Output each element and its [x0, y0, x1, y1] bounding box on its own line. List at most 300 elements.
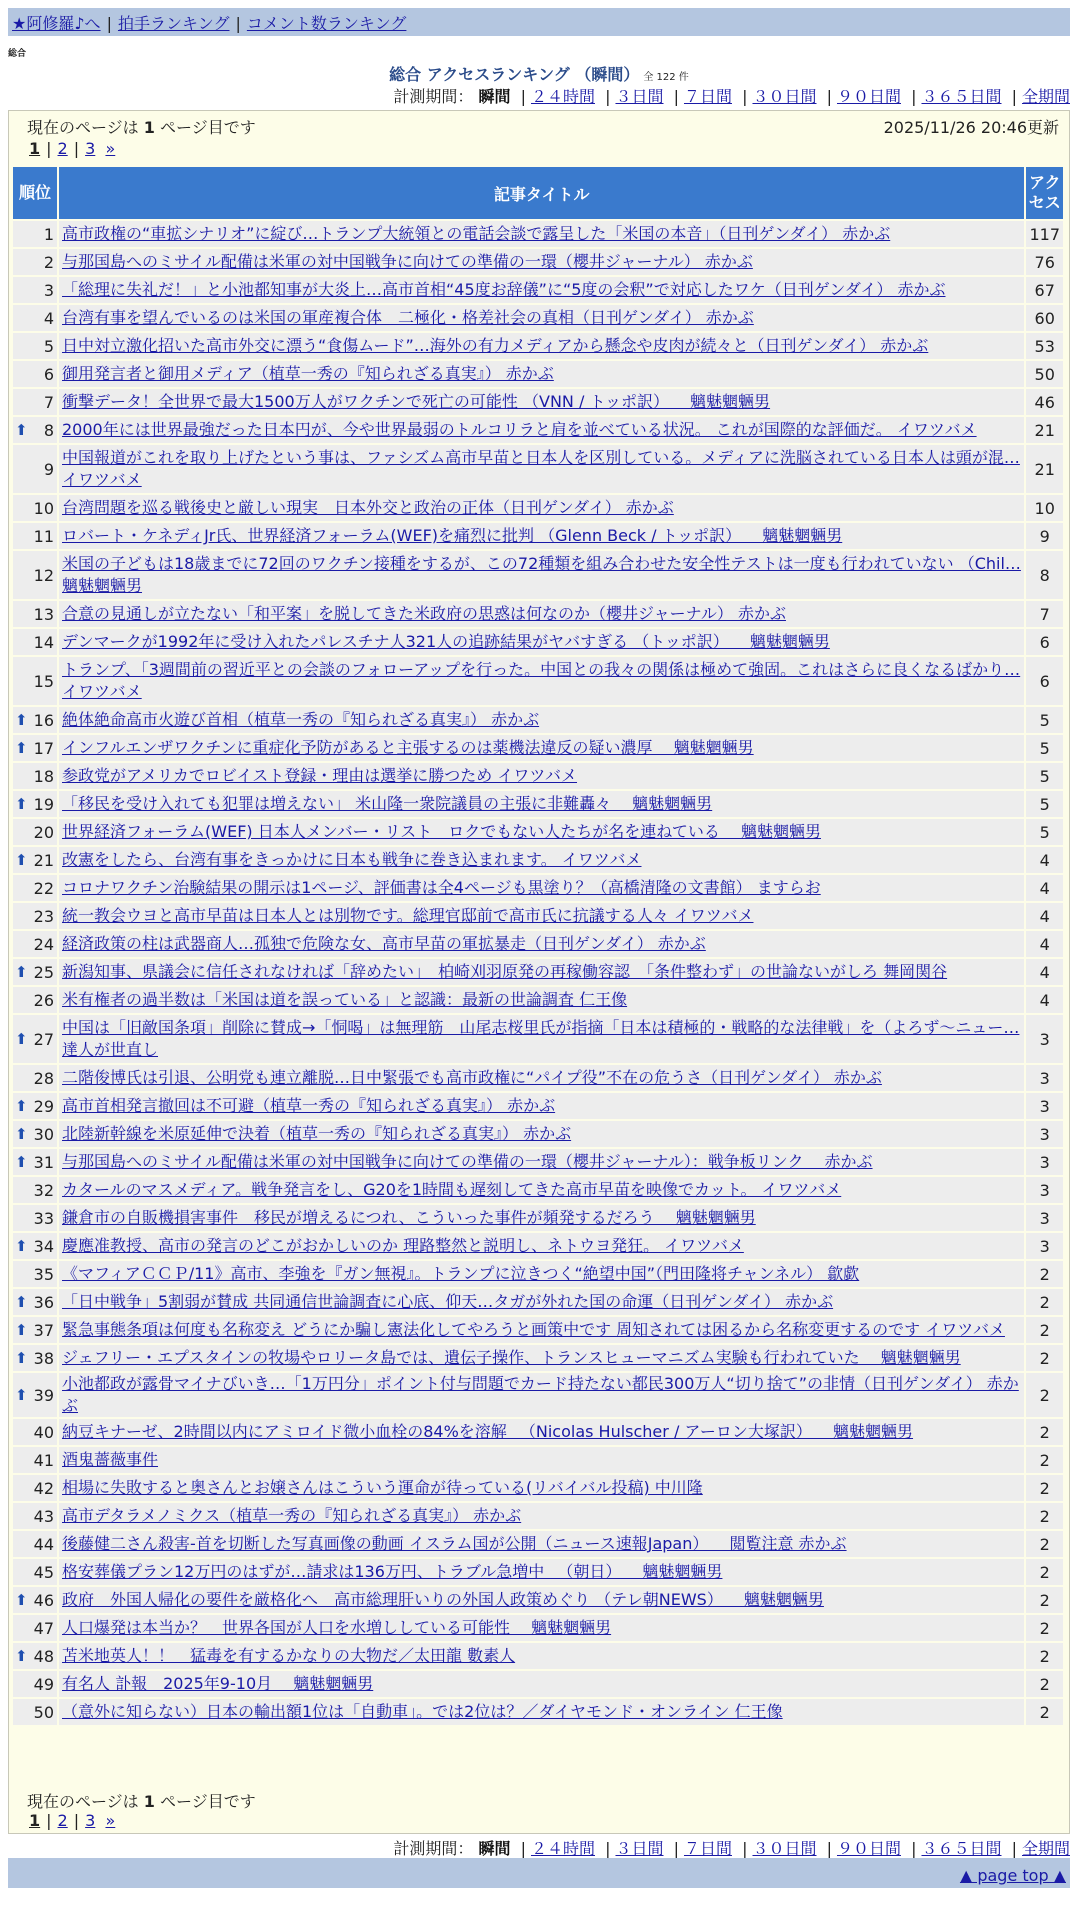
- rank-number: 46: [33, 1590, 54, 1610]
- ranking-row: [13, 277, 1063, 303]
- article-title-link[interactable]: 絶体絶命高市火遊び首相（植草一秀の『知られざる真実』） 赤かぶ: [62, 710, 540, 729]
- rank-up-arrow-icon: ⬆: [15, 1236, 28, 1255]
- article-title-link[interactable]: 高市デタラメノミクス（植草一秀の『知られざる真実』） 赤かぶ: [62, 1506, 522, 1525]
- ranking-row: [13, 1503, 1063, 1529]
- title-cell: [59, 1671, 1024, 1697]
- article-title-link[interactable]: 「日中戦争」5割弱が賛成 共同通信世論調査に心底、仰天…タガが外れた国の命運（日刊ゲンダイ） 赤かぶ: [62, 1292, 834, 1311]
- pager-link[interactable]: 2: [57, 1811, 68, 1830]
- rank-number: 1: [43, 224, 54, 244]
- title-cell: [59, 305, 1024, 331]
- article-title-link[interactable]: 鎌倉市の自販機損害事件 移民が増えるにつれ、こういった事件が頻発するだろう 魑魅魍魎男: [62, 1208, 756, 1227]
- ranking-row: [13, 1015, 1063, 1063]
- rank-number: 18: [33, 766, 54, 786]
- article-title-link[interactable]: 世界経済フォーラム(WEF) 日本人メンバー・リスト ロクでもない人たちが名を連ねている 魑魅魍魎男: [62, 822, 821, 841]
- access-count: 50: [1026, 361, 1063, 387]
- title-cell: [59, 551, 1024, 599]
- page-info: [27, 115, 256, 138]
- article-title-link[interactable]: 日中対立激化招いた高市外交に漂う“食傷ムード”…海外の有力メディアから懸念や皮肉が続々と（日刊ゲンダイ） 赤かぶ: [62, 336, 929, 355]
- rank-cell: [13, 1093, 57, 1119]
- access-count: 5: [1026, 791, 1063, 817]
- rank-number: 5: [43, 336, 54, 356]
- article-author-link[interactable]: イワツバメ: [62, 682, 142, 701]
- rank-number: 31: [33, 1152, 54, 1172]
- title-cell: [59, 959, 1024, 985]
- article-title-link[interactable]: デンマークが1992年に受け入れたパレスチナ人321人の追跡結果がヤバすぎる （トッポ訳） 魑魅魍魎男: [62, 632, 830, 651]
- title-cell: [59, 1587, 1024, 1613]
- title-cell: [59, 1373, 1024, 1417]
- article-title-link[interactable]: カタールのマスメディア。戦争発言をし、G20を1時間も遅刻してきた高市早苗を映像でカット。 イワツバメ: [62, 1180, 842, 1199]
- title-cell: [59, 1475, 1024, 1501]
- title-cell: [59, 1531, 1024, 1557]
- nav-clap-ranking-link[interactable]: 拍手ランキング: [117, 14, 230, 33]
- rank-number: 47: [33, 1618, 54, 1638]
- access-count: 10: [1026, 495, 1063, 521]
- ranking-row: [13, 1643, 1063, 1669]
- article-title-link[interactable]: 中国報道がこれを取り上げたという事は、ファシズム高市早苗と日本人を区別している。メディアに洗脳されている日本人は頭が混…: [62, 448, 1020, 467]
- header-title: 記事タイトル: [59, 167, 1024, 219]
- title-cell: [59, 657, 1024, 705]
- rank-number: 26: [33, 990, 54, 1010]
- rank-up-arrow-icon: ⬆: [15, 962, 28, 981]
- period-link[interactable]: ３０日間: [752, 87, 817, 106]
- nav-home-link[interactable]: ★阿修羅♪へ: [12, 14, 101, 33]
- page-info-number: 1: [143, 1792, 155, 1811]
- access-count: 4: [1026, 931, 1063, 957]
- rank-cell: [13, 551, 57, 599]
- article-title-link[interactable]: 「総理に失礼だ！」と小池都知事が大炎上…高市首相“45度お辞儀”に“5度の会釈”で対応したワケ（日刊ゲンダイ） 赤かぶ: [62, 280, 946, 299]
- period-current: 瞬間: [478, 1839, 511, 1858]
- page-info-suffix: ページ目です: [160, 1792, 256, 1811]
- category-label: 総合: [8, 49, 27, 59]
- access-count: 2: [1026, 1373, 1063, 1417]
- ranking-row: [13, 305, 1063, 331]
- title-cell: [59, 1615, 1024, 1641]
- period-link[interactable]: ７日間: [683, 87, 732, 106]
- article-title-link[interactable]: 相場に失敗すると奥さんとお嬢さんはこういう運命が待っている(リバイバル投稿) 中川隆: [62, 1478, 703, 1497]
- period-link[interactable]: ７日間: [683, 1839, 732, 1858]
- rank-cell: [13, 249, 57, 275]
- rank-number: 37: [33, 1320, 54, 1340]
- article-title-link[interactable]: 酒鬼薔薇事件: [62, 1450, 159, 1469]
- rank-cell: [13, 1419, 57, 1445]
- period-link[interactable]: ３０日間: [752, 1839, 817, 1858]
- title-cell: [59, 987, 1024, 1013]
- rank-up-arrow-icon: ⬆: [15, 1124, 28, 1143]
- rank-cell: [13, 1317, 57, 1343]
- article-title-link[interactable]: 改憲をしたら、台湾有事をきっかけに日本も戦争に巻き込まれます。 イワツバメ: [62, 850, 642, 869]
- title-cell: [59, 1345, 1024, 1371]
- access-count: 6: [1026, 657, 1063, 705]
- title-cell: [59, 1289, 1024, 1315]
- article-title-link[interactable]: コロナワクチン治験結果の開示は1ページ、評価書は全4ページも黒塗り？（高橋清隆の文書館） ますらお: [62, 878, 821, 897]
- article-title-link[interactable]: 統一教会ウヨと高市早苗は日本人とは別物です。総理官邸前で高市氏に抗議する人々 イワツバメ: [62, 906, 754, 925]
- access-count: 7: [1026, 601, 1063, 627]
- period-link[interactable]: 全期間: [1021, 87, 1070, 106]
- access-count: 5: [1026, 735, 1063, 761]
- article-title-link[interactable]: 政府 外国人帰化の要件を厳格化へ 高市総理肝いりの外国人政策めぐり （テレ朝NEWS） 魑魅魍魎男: [62, 1590, 824, 1609]
- rank-cell: [13, 495, 57, 521]
- ranking-row: [13, 1233, 1063, 1259]
- article-title-link[interactable]: 高市政権の“車拡シナリオ”に綻び…トランプ大統領との電話会談で露呈した「米国の本音」（日刊ゲンダイ） 赤かぶ: [62, 224, 891, 243]
- rank-up-arrow-icon: ⬆: [15, 850, 28, 869]
- article-author-link[interactable]: 達人が世直し: [62, 1040, 159, 1059]
- rank-number: 25: [33, 962, 54, 982]
- article-title-link[interactable]: 米有権者の過半数は「米国は道を誤っている」と認識：最新の世論調査 仁王像: [62, 990, 628, 1009]
- article-title-link[interactable]: 緊急事態条項は何度も名称変え どうにか騙し憲法化してやろうと画策中です 周知されては困るから名称変更するのです イワツバメ: [62, 1320, 1005, 1339]
- rank-up-arrow-icon: ⬆: [15, 1646, 28, 1665]
- article-title-link[interactable]: 与那国島へのミサイル配備は米軍の対中国戦争に向けての準備の一環（櫻井ジャーナル）：戦争板リンク 赤かぶ: [62, 1152, 873, 1171]
- rank-number: 45: [33, 1562, 54, 1582]
- title-cell: [59, 361, 1024, 387]
- title-cell: [59, 763, 1024, 789]
- ranking-row: [13, 875, 1063, 901]
- ranking-row: [13, 763, 1063, 789]
- access-count: 3: [1026, 1015, 1063, 1063]
- top-nav-bar: [8, 8, 1070, 36]
- rank-number: 6: [43, 364, 54, 384]
- page-info-prefix: 現在のページは: [27, 118, 139, 137]
- access-count: 2: [1026, 1261, 1063, 1287]
- pager-link[interactable]: 3: [85, 1811, 96, 1830]
- title-cell: [59, 847, 1024, 873]
- access-count: 117: [1026, 221, 1063, 247]
- rank-cell: [13, 417, 57, 443]
- ranking-row: [13, 417, 1063, 443]
- article-title-link[interactable]: 人口爆発は本当か？ 世界各国が人口を水増ししている可能性 魑魅魍魎男: [62, 1618, 612, 1637]
- article-title-link[interactable]: 合意の見通しが立たない「和平案」を脱してきた米政府の思惑は何なのか（櫻井ジャーナル） 赤かぶ: [62, 604, 786, 623]
- access-count: 4: [1026, 847, 1063, 873]
- rank-number: 42: [33, 1478, 54, 1498]
- title-cell: [59, 1317, 1024, 1343]
- period-link[interactable]: ３６５日間: [921, 1839, 1002, 1858]
- rank-number: 24: [33, 934, 54, 954]
- access-count: 2: [1026, 1615, 1063, 1641]
- rank-number: 2: [43, 252, 54, 272]
- rank-cell: [13, 601, 57, 627]
- article-title-link[interactable]: 格安葬儀プラン12万円のはずが…請求は136万円、トラブル急増中 （朝日） 魑魅魍魎男: [62, 1562, 723, 1581]
- access-count: 2: [1026, 1289, 1063, 1315]
- rank-cell: [13, 1503, 57, 1529]
- rank-cell: [13, 1345, 57, 1371]
- title-cell: [59, 903, 1024, 929]
- rank-number: 9: [43, 459, 54, 479]
- nav-separator: |: [106, 14, 112, 33]
- ranking-row: [13, 495, 1063, 521]
- ranking-row: [13, 903, 1063, 929]
- rank-cell: [13, 445, 57, 493]
- rank-cell: [13, 791, 57, 817]
- rank-up-arrow-icon: ⬆: [15, 1152, 28, 1171]
- article-title-link[interactable]: 中国は「旧敵国条項」削除に賛成→「恫喝」は無理筋 山尾志桜里氏が指摘「日本は積極的・戦略的な法律戦」を（よろず～ニュー…: [62, 1018, 1020, 1037]
- title-cell: [59, 601, 1024, 627]
- rank-cell: [13, 1643, 57, 1669]
- title-cell: [59, 1177, 1024, 1203]
- access-count: 4: [1026, 903, 1063, 929]
- rank-cell: [13, 763, 57, 789]
- ranking-row: [13, 657, 1063, 705]
- rank-number: 33: [33, 1208, 54, 1228]
- article-title-link[interactable]: 後藤健二さん殺害-首を切断した写真画像の動画 イスラム国が公開（ニュース速報Japan） 閲覧注意 赤かぶ: [62, 1534, 847, 1553]
- access-count: 4: [1026, 875, 1063, 901]
- period-label: 計測期間：: [393, 87, 474, 106]
- title-cell: [59, 1503, 1024, 1529]
- rank-cell: [13, 819, 57, 845]
- article-title-link[interactable]: インフルエンザワクチンに重症化予防があると主張するのは薬機法違反の疑い濃厚 魑魅魍魎男: [62, 738, 754, 757]
- ranking-panel: [8, 110, 1070, 1834]
- ranking-row: [13, 1699, 1063, 1725]
- access-count: 5: [1026, 763, 1063, 789]
- page-top-link[interactable]: ▲ page top ▲: [959, 1866, 1066, 1885]
- article-title-link[interactable]: 衝撃データ！全世界で最大1500万人がワクチンで死亡の可能性 （VNN / トッポ訳） 魑魅魍魎男: [62, 392, 771, 411]
- rank-number: 50: [33, 1702, 54, 1722]
- rank-number: 16: [33, 710, 54, 730]
- article-title-link[interactable]: ロバート・ケネディJr氏、世界経済フォーラム(WEF)を痛烈に批判 （Glenn Beck / トッポ訳） 魑魅魍魎男: [62, 526, 843, 545]
- rank-cell: [13, 1531, 57, 1557]
- rank-number: 3: [43, 280, 54, 300]
- page-info-number: 1: [143, 118, 155, 137]
- period-link[interactable]: ３６５日間: [921, 87, 1002, 106]
- rank-cell: [13, 657, 57, 705]
- title-cell: [59, 875, 1024, 901]
- title-cell: [59, 1093, 1024, 1119]
- article-title-link[interactable]: 「移民を受け入れても犯罪は増えない」 米山隆一衆院議員の主張に非難轟々 魑魅魍魎男: [62, 794, 713, 813]
- title-cell: [59, 819, 1024, 845]
- rank-cell: [13, 1233, 57, 1259]
- access-count: 3: [1026, 1233, 1063, 1259]
- article-title-link[interactable]: 納豆キナーゼ、2時間以内にアミロイド微小血栓の84%を溶解 （Nicolas Hulscher / アーロン大塚訳） 魑魅魍魎男: [62, 1422, 914, 1441]
- ranking-row: [13, 221, 1063, 247]
- rank-number: 13: [33, 604, 54, 624]
- ranking-row: [13, 735, 1063, 761]
- title-cell: [59, 333, 1024, 359]
- access-count: 2: [1026, 1671, 1063, 1697]
- period-selector-bottom: 計測期間： 瞬間 | ２４時間 | ３日間 | ７日間 | ３０日間 | ９０日間 | ３６５日間 | 全期間: [393, 1839, 1070, 1858]
- rank-cell: [13, 1015, 57, 1063]
- period-link[interactable]: ２４時間: [530, 1839, 595, 1858]
- nav-comment-ranking-link[interactable]: コメント数ランキング: [246, 14, 407, 33]
- rank-number: 28: [33, 1068, 54, 1088]
- title-cell: [59, 791, 1024, 817]
- rank-cell: [13, 1149, 57, 1175]
- access-count: 3: [1026, 1205, 1063, 1231]
- title-cell: [59, 249, 1024, 275]
- ranking-row: [13, 389, 1063, 415]
- access-count: 5: [1026, 819, 1063, 845]
- rank-number: 20: [33, 822, 54, 842]
- period-link[interactable]: ３日間: [615, 1839, 664, 1858]
- rank-up-arrow-icon: ⬆: [15, 1292, 28, 1311]
- access-count: 3: [1026, 1093, 1063, 1119]
- access-count: 76: [1026, 249, 1063, 275]
- ranking-row: [13, 361, 1063, 387]
- ranking-row: [13, 1205, 1063, 1231]
- access-count: 8: [1026, 551, 1063, 599]
- ranking-row: [13, 1345, 1063, 1371]
- article-title-link[interactable]: 小池都政が露骨マイナびいき…「1万円分」ポイント付与問題でカード持たない都民300万人“切り捨て”の非情（日刊ゲンダイ） 赤かぶ: [62, 1374, 1019, 1415]
- rank-number: 38: [33, 1348, 54, 1368]
- access-count: 3: [1026, 1065, 1063, 1091]
- ranking-row: [13, 707, 1063, 733]
- page-title: [0, 62, 1078, 85]
- pager-link[interactable]: 3: [85, 139, 96, 158]
- rank-cell: [13, 707, 57, 733]
- title-cell: [59, 445, 1024, 493]
- article-title-link[interactable]: （意外に知らない）日本の輸出額1位は「自動車」。では2位は？／ダイヤモンド・オンライン 仁王像: [62, 1702, 783, 1721]
- article-title-link[interactable]: ジェフリー・エプスタインの牧場やロリータ島では、遺伝子操作、トランスヒューマニズム実験も行われていた 魑魅魍魎男: [62, 1348, 961, 1367]
- article-author-link[interactable]: イワツバメ: [62, 470, 142, 489]
- article-title-link[interactable]: 参政党がアメリカでロビイスト登録・理由は選挙に勝つため イワツバメ: [62, 766, 578, 785]
- period-link[interactable]: 全期間: [1021, 1839, 1070, 1858]
- rank-number: 10: [33, 498, 54, 518]
- ranking-row: [13, 1419, 1063, 1445]
- article-title-link[interactable]: 台湾問題を巡る戦後史と厳しい現実 日本外交と政治の正体（日刊ゲンダイ） 赤かぶ: [62, 498, 674, 517]
- rank-number: 27: [33, 1029, 54, 1049]
- period-selector-top: 計測期間： 瞬間 | ２４時間 | ３日間 | ７日間 | ３０日間 | ９０日間 | ３６５日間 | 全期間: [393, 87, 1070, 106]
- rank-cell: [13, 389, 57, 415]
- rank-cell: [13, 1065, 57, 1091]
- rank-number: 36: [33, 1292, 54, 1312]
- pager-current: 1: [29, 1811, 41, 1830]
- title-cell: [59, 1121, 1024, 1147]
- title-cell: [59, 523, 1024, 549]
- period-link[interactable]: ２４時間: [530, 87, 595, 106]
- rank-cell: [13, 305, 57, 331]
- rank-cell: [13, 1373, 57, 1417]
- article-title-link[interactable]: 慶應准教授、高市の発言のどこがおかしいのか 理路整然と説明し、ネトウヨ発狂。 イワツバメ: [62, 1236, 744, 1255]
- header-access: アクセス: [1026, 167, 1063, 219]
- rank-cell: [13, 1205, 57, 1231]
- pager-current: 1: [29, 139, 41, 158]
- access-count: 2: [1026, 1643, 1063, 1669]
- title-cell: [59, 1447, 1024, 1473]
- ranking-row: [13, 819, 1063, 845]
- ranking-row: [13, 523, 1063, 549]
- pagination: 1 | 2 | 3 »: [29, 139, 116, 158]
- article-title-link[interactable]: 2000年には世界最強だった日本円が、今や世界最弱のトルコリラと肩を並べている状況。 これが国際的な評価だ。 イワツバメ: [62, 420, 977, 439]
- rank-up-arrow-icon: ⬆: [15, 1320, 28, 1339]
- article-title-link[interactable]: 二階俊博氏は引退、公明党も連立離脱…日中緊張でも高市政権に“パイプ役”不在の危うさ（日刊ゲンダイ） 赤かぶ: [62, 1068, 882, 1087]
- article-title-link[interactable]: 北陸新幹線を米原延伸で決着（植草一秀の『知られざる真実』） 赤かぶ: [62, 1124, 572, 1143]
- access-count: 53: [1026, 333, 1063, 359]
- page-info-prefix: 現在のページは: [27, 1792, 139, 1811]
- article-title-link[interactable]: 与那国島へのミサイル配備は米軍の対中国戦争に向けての準備の一環（櫻井ジャーナル） 赤かぶ: [62, 252, 753, 271]
- title-cell: [59, 1233, 1024, 1259]
- rank-cell: [13, 1559, 57, 1585]
- ranking-row: [13, 333, 1063, 359]
- rank-cell: [13, 875, 57, 901]
- total-count: 全 122 件: [643, 72, 689, 83]
- article-title-link[interactable]: 高市首相発言撤回は不可避（植草一秀の『知られざる真実』） 赤かぶ: [62, 1096, 556, 1115]
- ranking-row: [13, 1475, 1063, 1501]
- rank-number: 48: [33, 1646, 54, 1666]
- footer-bar: [8, 1858, 1070, 1888]
- ranking-row: [13, 1317, 1063, 1343]
- access-count: 67: [1026, 277, 1063, 303]
- rank-cell: [13, 959, 57, 985]
- nav-separator: |: [235, 14, 241, 33]
- ranking-row: [13, 1121, 1063, 1147]
- title-cell: [59, 1261, 1024, 1287]
- rank-number: 22: [33, 878, 54, 898]
- article-title-link[interactable]: 新潟知事、県議会に信任されなければ「辞めたい」 柏崎刈羽原発の再稼働容認 「条件整わず」の世論ないがしろ 舞岡関谷: [62, 962, 948, 981]
- article-title-link[interactable]: トランプ、「3週間前の習近平との会談のフォローアップを行った。中国との我々の関係は極めて強固。これはさらに良くなるばかり…: [62, 660, 1021, 679]
- rank-cell: [13, 847, 57, 873]
- rank-number: 35: [33, 1264, 54, 1284]
- rank-number: 32: [33, 1180, 54, 1200]
- title-cell: [59, 1065, 1024, 1091]
- ranking-row: [13, 1615, 1063, 1641]
- rank-up-arrow-icon: ⬆: [15, 1385, 28, 1404]
- rank-number: 30: [33, 1124, 54, 1144]
- access-count: 3: [1026, 1149, 1063, 1175]
- rank-number: 4: [43, 308, 54, 328]
- period-link[interactable]: ９０日間: [836, 1839, 901, 1858]
- article-title-link[interactable]: 《マフィアＣＣＰ/11》高市、李強を『ガン無視』。トランプに泣きつく“絶望中国”（門田隆将チャンネル） 歙歔: [62, 1264, 860, 1283]
- article-title-link[interactable]: 御用発言者と御用メディア（植草一秀の『知られざる真実』） 赤かぶ: [62, 364, 554, 383]
- access-count: 3: [1026, 1121, 1063, 1147]
- pager-next[interactable]: »: [105, 139, 116, 158]
- rank-number: 29: [33, 1096, 54, 1116]
- rank-cell: [13, 735, 57, 761]
- rank-cell: [13, 903, 57, 929]
- access-count: 2: [1026, 1503, 1063, 1529]
- article-title-link[interactable]: 有名人 訃報 2025年9-10月 魑魅魍魎男: [62, 1674, 374, 1693]
- rank-cell: [13, 1289, 57, 1315]
- access-count: 6: [1026, 629, 1063, 655]
- access-count: 60: [1026, 305, 1063, 331]
- updated-timestamp: 2025/11/26 20:46更新: [883, 118, 1059, 137]
- article-author-link[interactable]: 魑魅魍魎男: [62, 576, 143, 595]
- rank-number: 21: [33, 850, 54, 870]
- article-title-link[interactable]: 経済政策の柱は武器商人…孤独で危険な女、高市早苗の軍拡暴走（日刊ゲンダイ） 赤かぶ: [62, 934, 706, 953]
- rank-cell: [13, 1699, 57, 1725]
- pager-next[interactable]: »: [105, 1811, 116, 1830]
- rank-cell: [13, 931, 57, 957]
- article-title-link[interactable]: 台湾有事を望んでいるのは米国の軍産複合体 二極化・格差社会の真相（日刊ゲンダイ） 赤かぶ: [62, 308, 754, 327]
- rank-up-arrow-icon: ⬆: [15, 420, 28, 439]
- access-count: 46: [1026, 389, 1063, 415]
- access-count: 21: [1026, 417, 1063, 443]
- rank-number: 14: [33, 632, 54, 652]
- rank-number: 44: [33, 1534, 54, 1554]
- access-count: 9: [1026, 523, 1063, 549]
- rank-cell: [13, 1447, 57, 1473]
- period-link[interactable]: ９０日間: [836, 87, 901, 106]
- rank-number: 39: [33, 1385, 54, 1405]
- title-cell: [59, 495, 1024, 521]
- article-title-link[interactable]: 米国の子どもは18歳までに72回のワクチン接種をするが、この72種類を組み合わせた安全性テストは一度も行われていない （Chil…: [62, 554, 1021, 573]
- title-cell: [59, 1643, 1024, 1669]
- period-link[interactable]: ３日間: [615, 87, 664, 106]
- title-cell: [59, 389, 1024, 415]
- ranking-row: [13, 1531, 1063, 1557]
- header-rank: 順位: [13, 167, 57, 219]
- ranking-row: [13, 1587, 1063, 1613]
- rank-cell: [13, 1261, 57, 1287]
- ranking-row: [13, 1261, 1063, 1287]
- rank-number: 15: [33, 671, 54, 691]
- rank-number: 43: [33, 1506, 54, 1526]
- rank-cell: [13, 1615, 57, 1641]
- access-count: 2: [1026, 1447, 1063, 1473]
- ranking-row: [13, 551, 1063, 599]
- article-title-link[interactable]: 苫米地英人！！ 猛毒を有するかなりの大物だ／太田龍 數素人: [62, 1646, 516, 1665]
- pager-link[interactable]: 2: [57, 139, 68, 158]
- ranking-row: [13, 1149, 1063, 1175]
- rank-up-arrow-icon: ⬆: [15, 1348, 28, 1367]
- title-cell: [59, 1559, 1024, 1585]
- access-count: 2: [1026, 1317, 1063, 1343]
